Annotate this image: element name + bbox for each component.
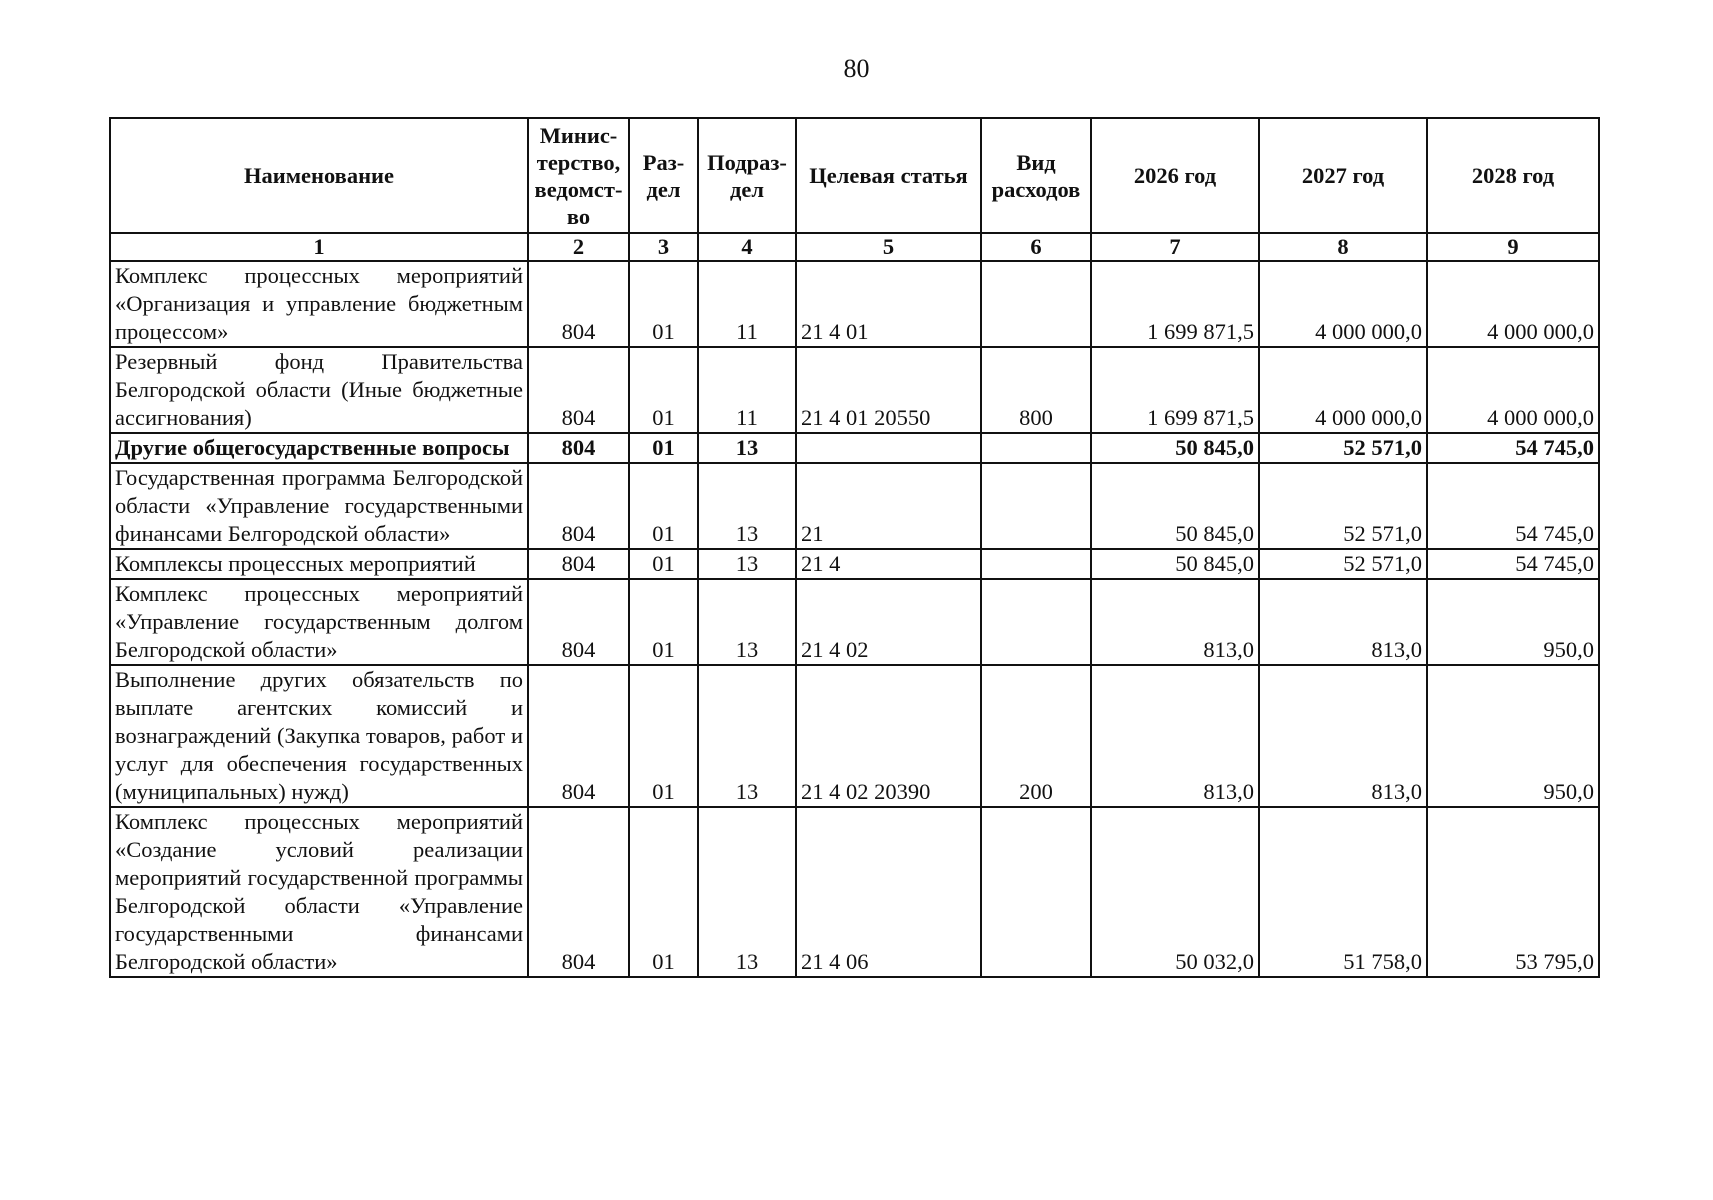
header-expense-type: Вид расходов: [981, 118, 1091, 233]
header-row: [110, 118, 1599, 233]
cell-section: 01: [629, 549, 698, 579]
cell-subsection: 13: [698, 549, 796, 579]
cell-2028: 53 795,0: [1427, 807, 1599, 977]
cell-expense-type: [981, 261, 1091, 347]
cell-2028: 54 745,0: [1427, 549, 1599, 579]
cell-subsection: 13: [698, 433, 796, 463]
cell-2027: 4 000 000,0: [1259, 347, 1427, 433]
cell-target: 21 4 02 20390: [796, 665, 981, 807]
cell-ministry: 804: [528, 463, 629, 549]
cell-subsection: 13: [698, 579, 796, 665]
column-number: 6: [981, 233, 1091, 261]
cell-2027: 52 571,0: [1259, 433, 1427, 463]
cell-subsection: 13: [698, 665, 796, 807]
column-number: 8: [1259, 233, 1427, 261]
cell-target: 21 4 01: [796, 261, 981, 347]
cell-2027: 51 758,0: [1259, 807, 1427, 977]
header-2026: 2026 год: [1091, 118, 1259, 233]
cell-2027: 813,0: [1259, 579, 1427, 665]
cell-subsection: 13: [698, 807, 796, 977]
column-number: 9: [1427, 233, 1599, 261]
cell-expense-type: [981, 463, 1091, 549]
cell-target: [796, 433, 981, 463]
header-2027: 2027 год: [1259, 118, 1427, 233]
cell-name: Комплекс процессных мероприятий «Организация и управление бюджетным процессом»: [110, 261, 528, 347]
cell-section: 01: [629, 665, 698, 807]
table-row: [110, 665, 1599, 807]
column-number: 5: [796, 233, 981, 261]
cell-2028: 54 745,0: [1427, 463, 1599, 549]
column-number: 1: [110, 233, 528, 261]
cell-ministry: 804: [528, 433, 629, 463]
cell-expense-type: [981, 549, 1091, 579]
cell-2026: 50 032,0: [1091, 807, 1259, 977]
cell-2026: 1 699 871,5: [1091, 261, 1259, 347]
cell-name: Комплексы процессных мероприятий: [110, 549, 528, 579]
header-subsection: Подраз-дел: [698, 118, 796, 233]
cell-section: 01: [629, 433, 698, 463]
header-ministry: Минис-терство, ведомст-во: [528, 118, 629, 233]
cell-section: 01: [629, 807, 698, 977]
table-row: [110, 549, 1599, 579]
table-row: [110, 261, 1599, 347]
header-target: Целевая статья: [796, 118, 981, 233]
table-row: [110, 807, 1599, 977]
cell-section: 01: [629, 347, 698, 433]
cell-target: 21 4 06: [796, 807, 981, 977]
cell-ministry: 804: [528, 549, 629, 579]
cell-subsection: 13: [698, 463, 796, 549]
table-body: [110, 261, 1599, 977]
table-row: [110, 463, 1599, 549]
cell-subsection: 11: [698, 347, 796, 433]
cell-2026: 50 845,0: [1091, 463, 1259, 549]
cell-ministry: 804: [528, 347, 629, 433]
page-number: 80: [843, 54, 870, 83]
cell-2026: 50 845,0: [1091, 433, 1259, 463]
cell-2028: 950,0: [1427, 665, 1599, 807]
cell-2026: 813,0: [1091, 579, 1259, 665]
cell-target: 21 4: [796, 549, 981, 579]
cell-2028: 950,0: [1427, 579, 1599, 665]
column-number: 3: [629, 233, 698, 261]
column-number-row: [110, 233, 1599, 261]
cell-2026: 1 699 871,5: [1091, 347, 1259, 433]
cell-2028: 54 745,0: [1427, 433, 1599, 463]
budget-table: [109, 117, 1600, 978]
cell-subsection: 11: [698, 261, 796, 347]
column-number: 4: [698, 233, 796, 261]
cell-ministry: 804: [528, 579, 629, 665]
cell-2027: 813,0: [1259, 665, 1427, 807]
cell-target: 21 4 01 20550: [796, 347, 981, 433]
cell-expense-type: [981, 807, 1091, 977]
header-name: Наименование: [110, 118, 528, 233]
cell-ministry: 804: [528, 665, 629, 807]
cell-name: Комплекс процессных мероприятий «Создание условий реализации мероприятий государственной программы Белгородской области «Управление государственными финансами Белгородской области»: [110, 807, 528, 977]
cell-2026: 50 845,0: [1091, 549, 1259, 579]
cell-section: 01: [629, 261, 698, 347]
cell-name: Резервный фонд Правительства Белгородской области (Иные бюджетные ассигнования): [110, 347, 528, 433]
cell-expense-type: [981, 579, 1091, 665]
cell-2027: 4 000 000,0: [1259, 261, 1427, 347]
cell-target: 21 4 02: [796, 579, 981, 665]
cell-expense-type: 800: [981, 347, 1091, 433]
cell-ministry: 804: [528, 807, 629, 977]
cell-expense-type: [981, 433, 1091, 463]
header-2028: 2028 год: [1427, 118, 1599, 233]
table-row: [110, 347, 1599, 433]
cell-2027: 52 571,0: [1259, 549, 1427, 579]
cell-expense-type: 200: [981, 665, 1091, 807]
cell-section: 01: [629, 463, 698, 549]
cell-2027: 52 571,0: [1259, 463, 1427, 549]
cell-target: 21: [796, 463, 981, 549]
header-section: Раз-дел: [629, 118, 698, 233]
table-row: [110, 579, 1599, 665]
cell-name: Государственная программа Белгородской области «Управление государственными финансами Белгородской области»: [110, 463, 528, 549]
cell-2028: 4 000 000,0: [1427, 261, 1599, 347]
cell-2026: 813,0: [1091, 665, 1259, 807]
cell-section: 01: [629, 579, 698, 665]
column-number: 7: [1091, 233, 1259, 261]
cell-2028: 4 000 000,0: [1427, 347, 1599, 433]
cell-name: Другие общегосударственные вопросы: [110, 433, 528, 463]
cell-ministry: 804: [528, 261, 629, 347]
cell-name: Выполнение других обязательств по выплате агентских комиссий и вознаграждений (Закупка товаров, работ и услуг для обеспечения государственных (муниципальных) нужд): [110, 665, 528, 807]
table-row: [110, 433, 1599, 463]
cell-name: Комплекс процессных мероприятий «Управление государственным долгом Белгородской области»: [110, 579, 528, 665]
column-number: 2: [528, 233, 629, 261]
